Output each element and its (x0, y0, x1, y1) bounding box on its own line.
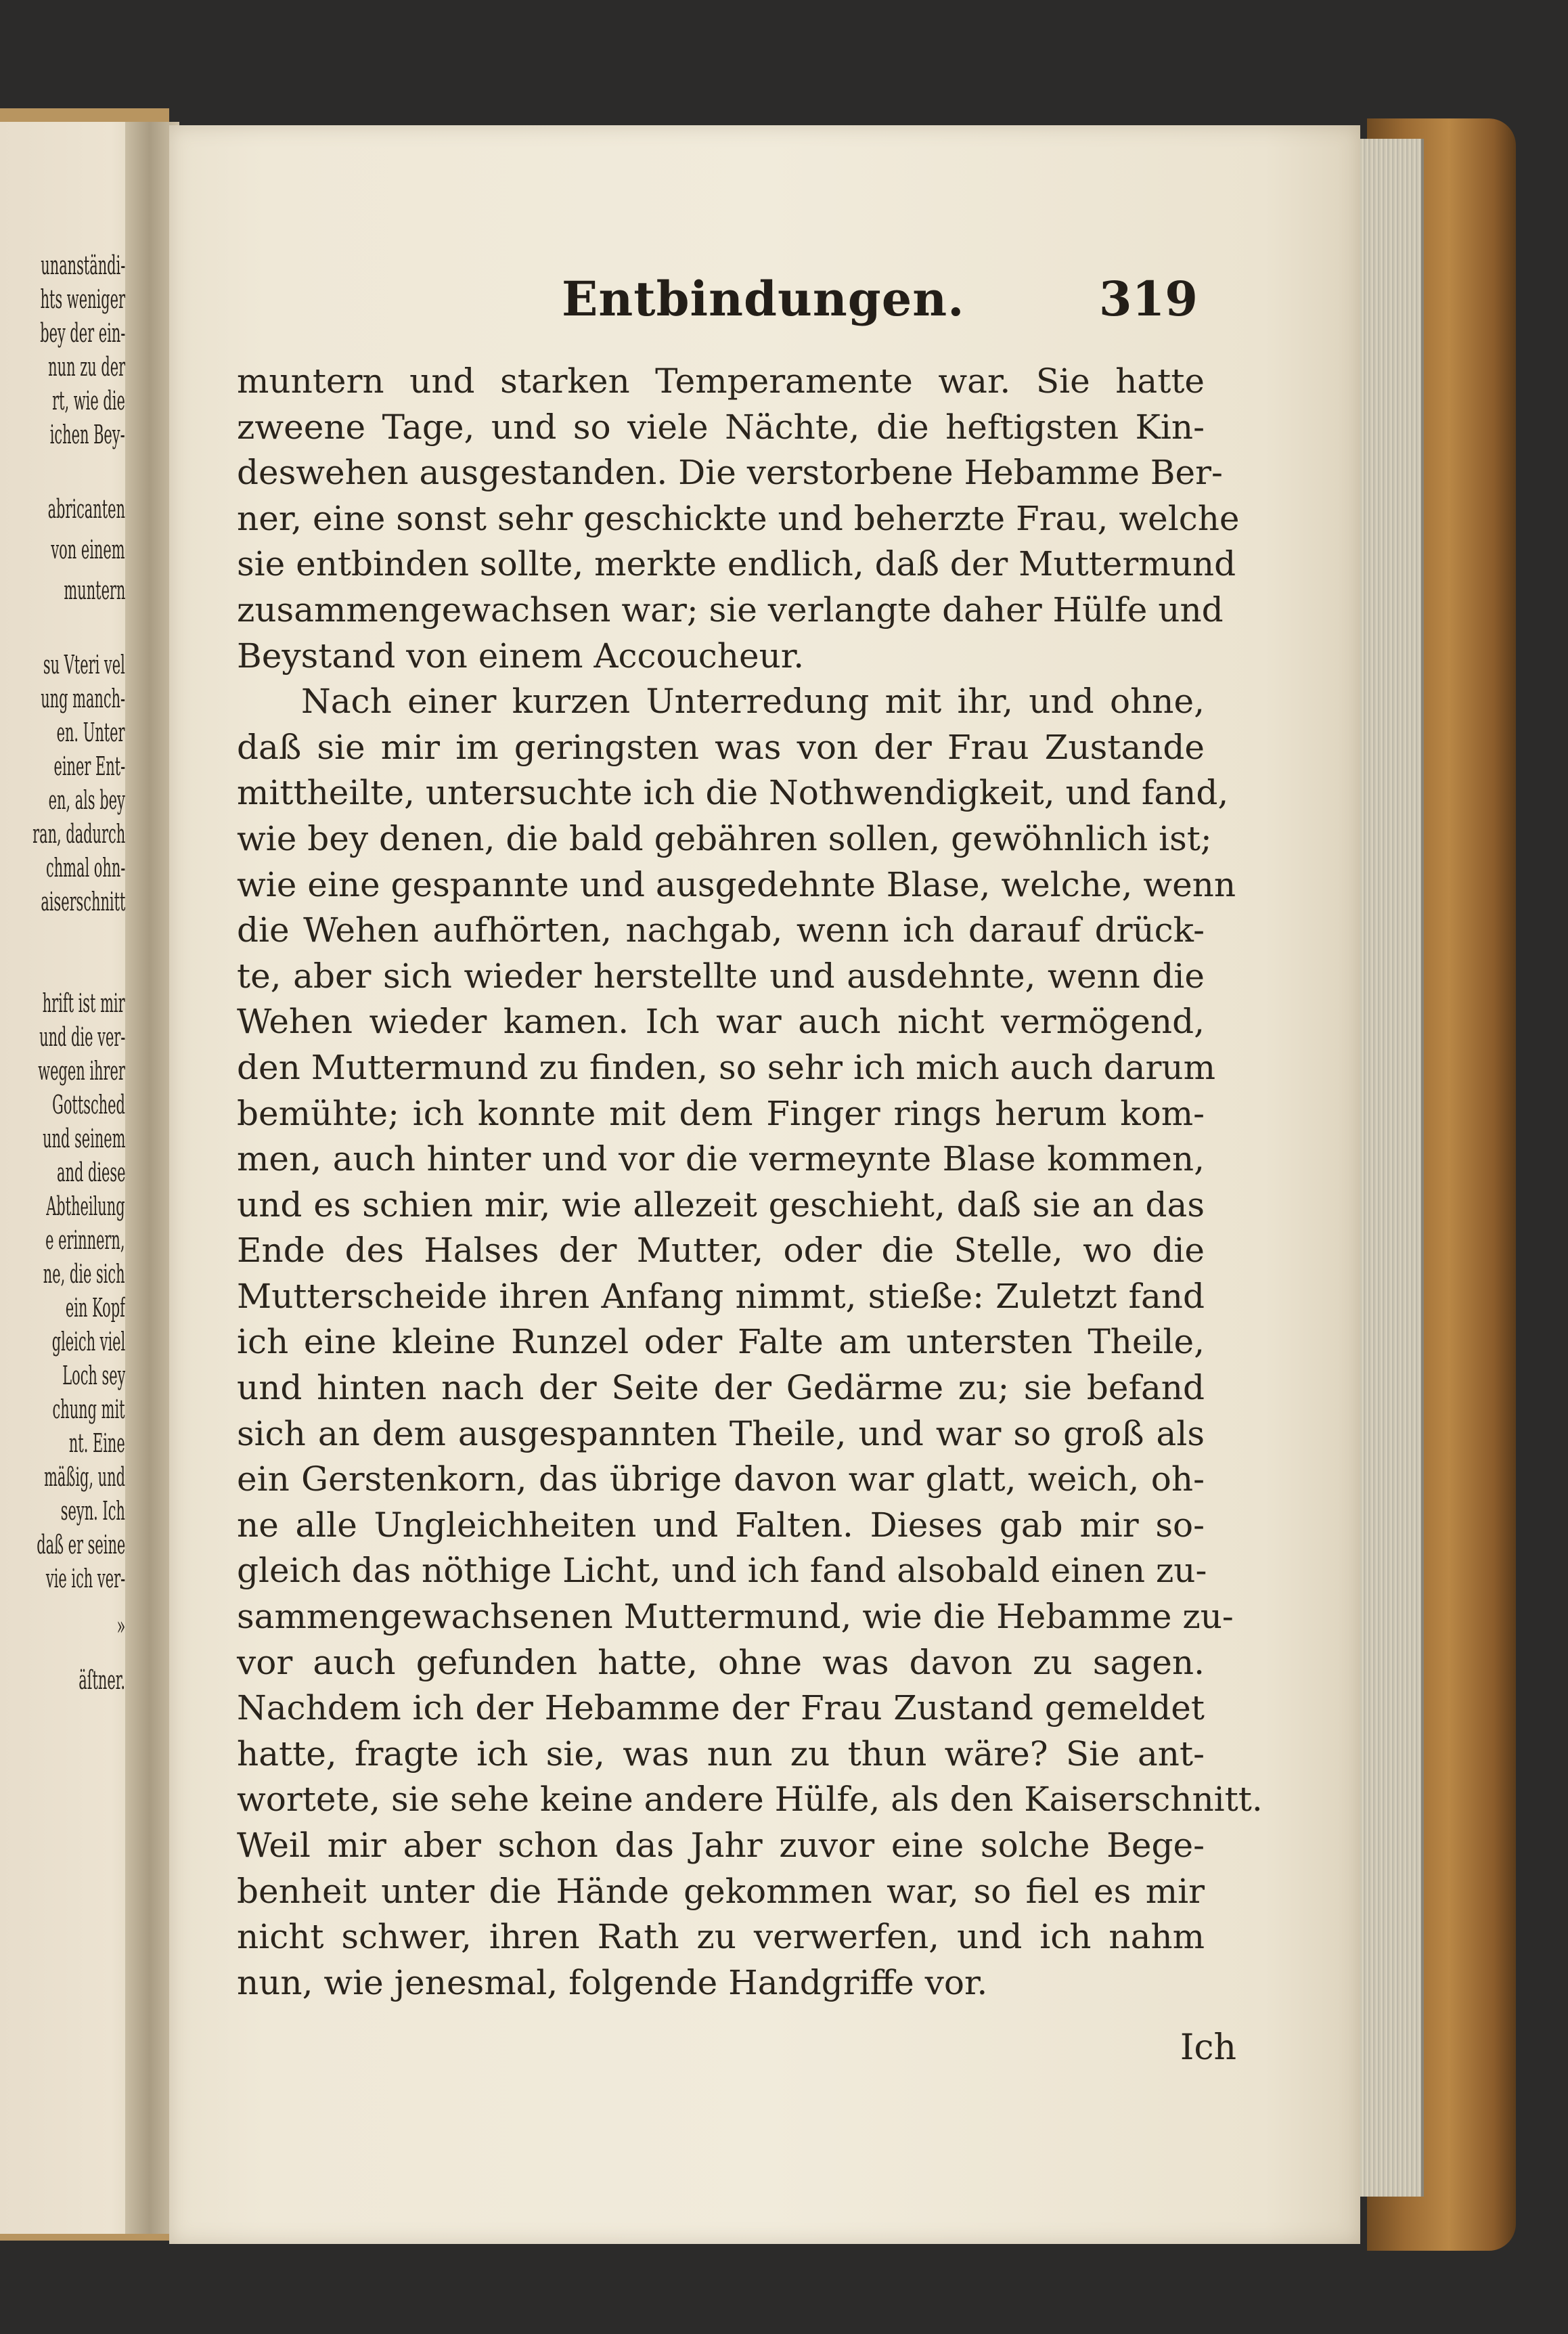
text-line: te, aber sich wieder herstellte und ausdehnte, wenn die (237, 956, 1205, 996)
facing-page-line: Abtheilung (46, 1191, 125, 1221)
text-line: Beystand von einem Accoucheur. (237, 636, 805, 676)
text-line: zusammengewachsen war; sie verlangte daher Hülfe und (237, 590, 1224, 630)
text-line: nicht schwer, ihren Rath zu verwerfen, und ich nahm (237, 1917, 1205, 1957)
text-line: sie entbinden sollte, merkte endlich, daß der Muttermund (237, 544, 1236, 584)
text-line: deswehen ausgestanden. Die verstorbene Hebamme Ber- (237, 453, 1223, 493)
text-line: und es schien mir, wie allezeit geschieht, daß sie an das (237, 1185, 1205, 1225)
facing-page-line: einer Ent- (53, 751, 125, 781)
facing-page-line: äſtner. (79, 1665, 125, 1695)
facing-page-line: und seinem (42, 1124, 125, 1153)
text-line: vor auch gefunden hatte, ohne was davon zu sagen. (237, 1642, 1205, 1682)
facing-page-line: ein Kopf (66, 1293, 125, 1323)
facing-page-line: ichen Bey- (50, 420, 125, 449)
catchword: Ich (1180, 2027, 1236, 2068)
facing-page-line: von einem (51, 535, 125, 565)
text-line: mittheilte, untersuchte ich die Nothwendigkeit, und fand, (237, 773, 1229, 813)
facing-page-line: gleich viel (51, 1327, 125, 1357)
facing-page-line: chmal ohn- (45, 853, 125, 883)
body-text (237, 359, 1263, 2006)
facing-page-line: bey der ein- (39, 318, 125, 348)
facing-page-line: muntern (64, 575, 125, 605)
facing-page-line: en. Unter (57, 718, 125, 747)
facing-page-line: » (116, 1611, 125, 1641)
facing-page-line: nun zu der (48, 352, 125, 382)
facing-page-line: wegen ihrer (38, 1056, 125, 1086)
facing-page-line: and diese (56, 1158, 125, 1187)
text-line: gleich das nöthige Licht, und ich fand alsobald einen zu- (237, 1551, 1207, 1591)
facing-page-line: daß er seine (36, 1530, 125, 1560)
text-line: nun, wie jenesmal, folgende Handgriffe vor. (237, 1962, 988, 2002)
facing-page-line: und die ver- (39, 1022, 125, 1052)
text-line: den Muttermund zu finden, so sehr ich mich auch darum (237, 1047, 1215, 1087)
text-line: ich eine kleine Runzel oder Falte am untersten Theile, (237, 1322, 1205, 1362)
facing-page-line: su Vteri vel (43, 650, 125, 680)
facing-page-line: ran, dadurch (32, 819, 125, 849)
facing-page-line: en, als bey (48, 785, 125, 815)
facing-page-line: e erinnern, (45, 1225, 125, 1255)
text-line: Nach einer kurzen Unterredung mit ihr, und ohne, (301, 682, 1205, 722)
text-line: Weil mir aber schon das Jahr zuvor eine solche Bege- (237, 1826, 1205, 1865)
text-line: wie bey denen, die bald gebähren sollen, gewöhnlich ist; (237, 818, 1212, 858)
text-line: ner, eine sonst sehr geschickte und beherzte Frau, welche (237, 498, 1240, 538)
text-line: Ende des Halses der Mutter, oder die Stelle, wo die (237, 1231, 1205, 1271)
text-line: ein Gerstenkorn, das übrige davon war glatt, weich, oh- (237, 1459, 1205, 1499)
facing-page-line: ne, die sich (43, 1259, 125, 1289)
facing-page-line: ung manch- (41, 684, 125, 713)
page-header (237, 271, 1198, 352)
facing-page-line: hts weniger (40, 284, 125, 314)
facing-page-line: hrift ist mir (43, 988, 125, 1018)
text-line: daß sie mir im geringsten was von der Frau Zustande (237, 727, 1205, 767)
facing-page-line: rt, wie die (52, 386, 125, 416)
text-line: zweene Tage, und so viele Nächte, die heftigsten Kin- (237, 407, 1205, 447)
running-title: Entbindungen. (562, 271, 965, 327)
facing-page-line: aiserschnitt (40, 887, 125, 917)
facing-page-line: vie ich ver- (45, 1564, 125, 1593)
facing-page-line: seyn. Ich (60, 1496, 125, 1526)
facing-page-line: Gottsched (52, 1090, 125, 1120)
text-line: Wehen wieder kamen. Ich war auch nicht vermögend, (237, 1002, 1205, 1042)
text-line: men, auch hinter und vor die vermeynte Blase kommen, (237, 1139, 1205, 1179)
text-line: Nachdem ich der Hebamme der Frau Zustand gemeldet (237, 1688, 1205, 1728)
text-line: Mutterscheide ihren Anfang nimmt, stieße: Zuletzt fand (237, 1276, 1205, 1316)
facing-page-line: chung mit (52, 1394, 125, 1424)
text-line: wortete, sie sehe keine andere Hülfe, als den Kaiserschnitt. (237, 1780, 1263, 1820)
text-line: wie eine gespannte und ausgedehnte Blase, welche, wenn (237, 864, 1236, 904)
text-line: bemühte; ich konnte mit dem Finger rings herum kom- (237, 1093, 1205, 1133)
text-line: muntern und starken Temperamente war. Sie hatte (237, 361, 1205, 401)
text-line: die Wehen aufhörten, nachgab, wenn ich darauf drück- (237, 910, 1205, 950)
text-line: sich an dem ausgespannten Theile, und war so groß als (237, 1413, 1205, 1453)
text-line: sammengewachsenen Muttermund, wie die Hebamme zu- (237, 1597, 1234, 1637)
facing-page-line: abricanten (47, 494, 125, 524)
facing-page-line: Loch sey (62, 1361, 125, 1390)
facing-page-line: unanständi- (40, 250, 125, 280)
facing-page-line: nt. Eine (69, 1428, 125, 1458)
text-line: und hinten nach der Seite der Gedärme zu; sie befand (237, 1368, 1205, 1408)
facing-page-line: mäßig, und (44, 1462, 125, 1492)
page-number: 319 (1098, 271, 1198, 327)
text-line: ne alle Ungleichheiten und Falten. Dieses gab mir so- (237, 1505, 1205, 1545)
text-line: hatte, fragte ich sie, was nun zu thun wäre? Sie ant- (237, 1734, 1205, 1774)
text-line: benheit unter die Hände gekommen war, so fiel es mir (237, 1871, 1205, 1911)
